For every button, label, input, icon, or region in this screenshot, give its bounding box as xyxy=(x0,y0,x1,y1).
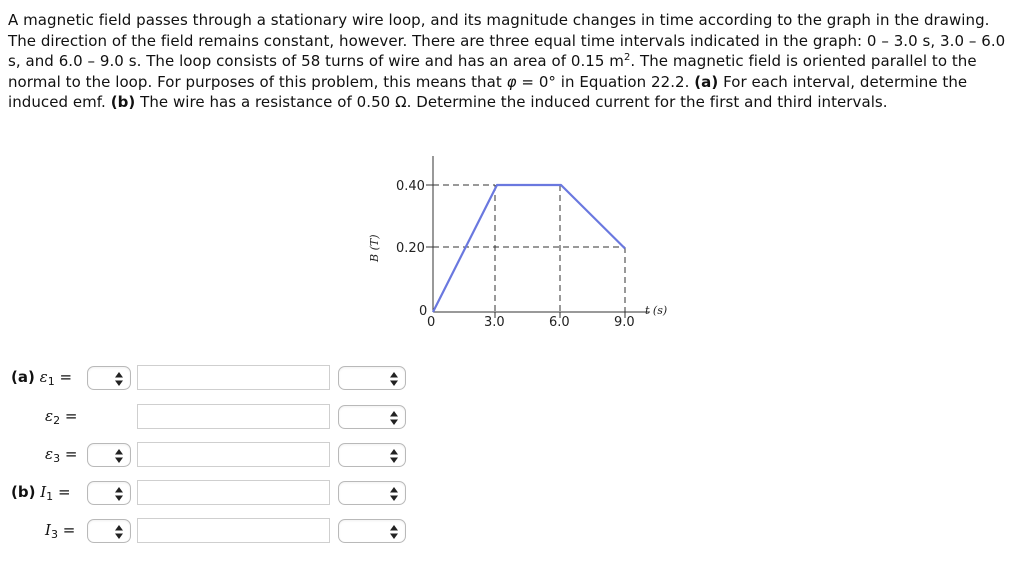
updown-arrows-icon xyxy=(390,449,398,463)
problem-text-5: The wire has a resistance of 0.50 Ω. Determine the induced current for the first and third intervals. xyxy=(135,93,888,111)
x-tick-label-0: 0 xyxy=(427,315,436,330)
x-axis-label: t (s) xyxy=(645,304,668,317)
part-b-tag: (b) xyxy=(110,93,136,111)
emf3-unit-select[interactable] xyxy=(338,443,406,467)
phi-symbol: φ xyxy=(506,72,517,91)
b-series-line xyxy=(433,185,625,312)
y-tick-label-040: 0.40 xyxy=(396,179,425,194)
emf1-unit-select[interactable] xyxy=(338,366,406,390)
current3-sign-select[interactable] xyxy=(87,519,131,543)
emf2-unit-select[interactable] xyxy=(338,405,406,429)
emf3-sign-select[interactable] xyxy=(87,443,131,467)
updown-arrows-icon xyxy=(390,525,398,539)
current1-label: (b) $I_1$ = xyxy=(11,483,71,503)
problem-text-4: For each interval, determine the induced emf. xyxy=(8,72,968,111)
emf1-value-input[interactable] xyxy=(137,365,330,390)
b-vs-t-graph xyxy=(360,150,690,340)
updown-arrows-icon xyxy=(390,487,398,501)
emf1-label: (a) $\varepsilon_1$ = xyxy=(11,368,73,388)
emf2-label: $\varepsilon_2$ = xyxy=(45,407,78,427)
current3-unit-select[interactable] xyxy=(338,519,406,543)
origin-label: 0 xyxy=(419,304,428,319)
emf3-value-input[interactable] xyxy=(137,442,330,467)
x-tick-label-3: 3.0 xyxy=(484,315,505,330)
y-axis-label: B (T) xyxy=(368,234,381,262)
current1-value-input[interactable] xyxy=(137,480,330,505)
updown-arrows-icon xyxy=(115,525,123,539)
part-a-tag: (a) xyxy=(694,72,719,91)
updown-arrows-icon xyxy=(115,487,123,501)
area-unit-exponent: 2 xyxy=(623,52,631,63)
current1-unit-select[interactable] xyxy=(338,481,406,505)
emf1-sign-select[interactable] xyxy=(87,366,131,390)
updown-arrows-icon xyxy=(390,372,398,386)
updown-arrows-icon xyxy=(390,411,398,425)
y-tick-label-020: 0.20 xyxy=(396,241,425,256)
problem-statement xyxy=(8,10,1018,113)
current3-value-input[interactable] xyxy=(137,518,330,543)
current3-label: $I_3$ = xyxy=(45,521,76,541)
problem-text-3: = 0° in Equation 22.2. xyxy=(516,72,695,91)
x-tick-label-6: 6.0 xyxy=(549,315,570,330)
current1-sign-select[interactable] xyxy=(87,481,131,505)
x-tick-label-9: 9.0 xyxy=(614,315,635,330)
updown-arrows-icon xyxy=(115,449,123,463)
emf2-value-input[interactable] xyxy=(137,404,330,429)
emf3-label: $\varepsilon_3$ = xyxy=(45,445,78,465)
problem-text-2: . The magnetic field is oriented parallel to the normal to the loop. For purposes of this problem, this means that xyxy=(8,52,977,91)
problem-text-1: A magnetic field passes through a stationary wire loop, and its magnitude changes in time according to the graph in the drawing. The direction of the field remains constant, however. There are three equal time intervals indicated in the graph: 0 – 3.0 s, 3.0 – 6.0 s, and 6.0 – 9.0 s. The loop consists of 58 turns of wire and has an area of 0.15 m xyxy=(8,11,1006,70)
updown-arrows-icon xyxy=(115,372,123,386)
